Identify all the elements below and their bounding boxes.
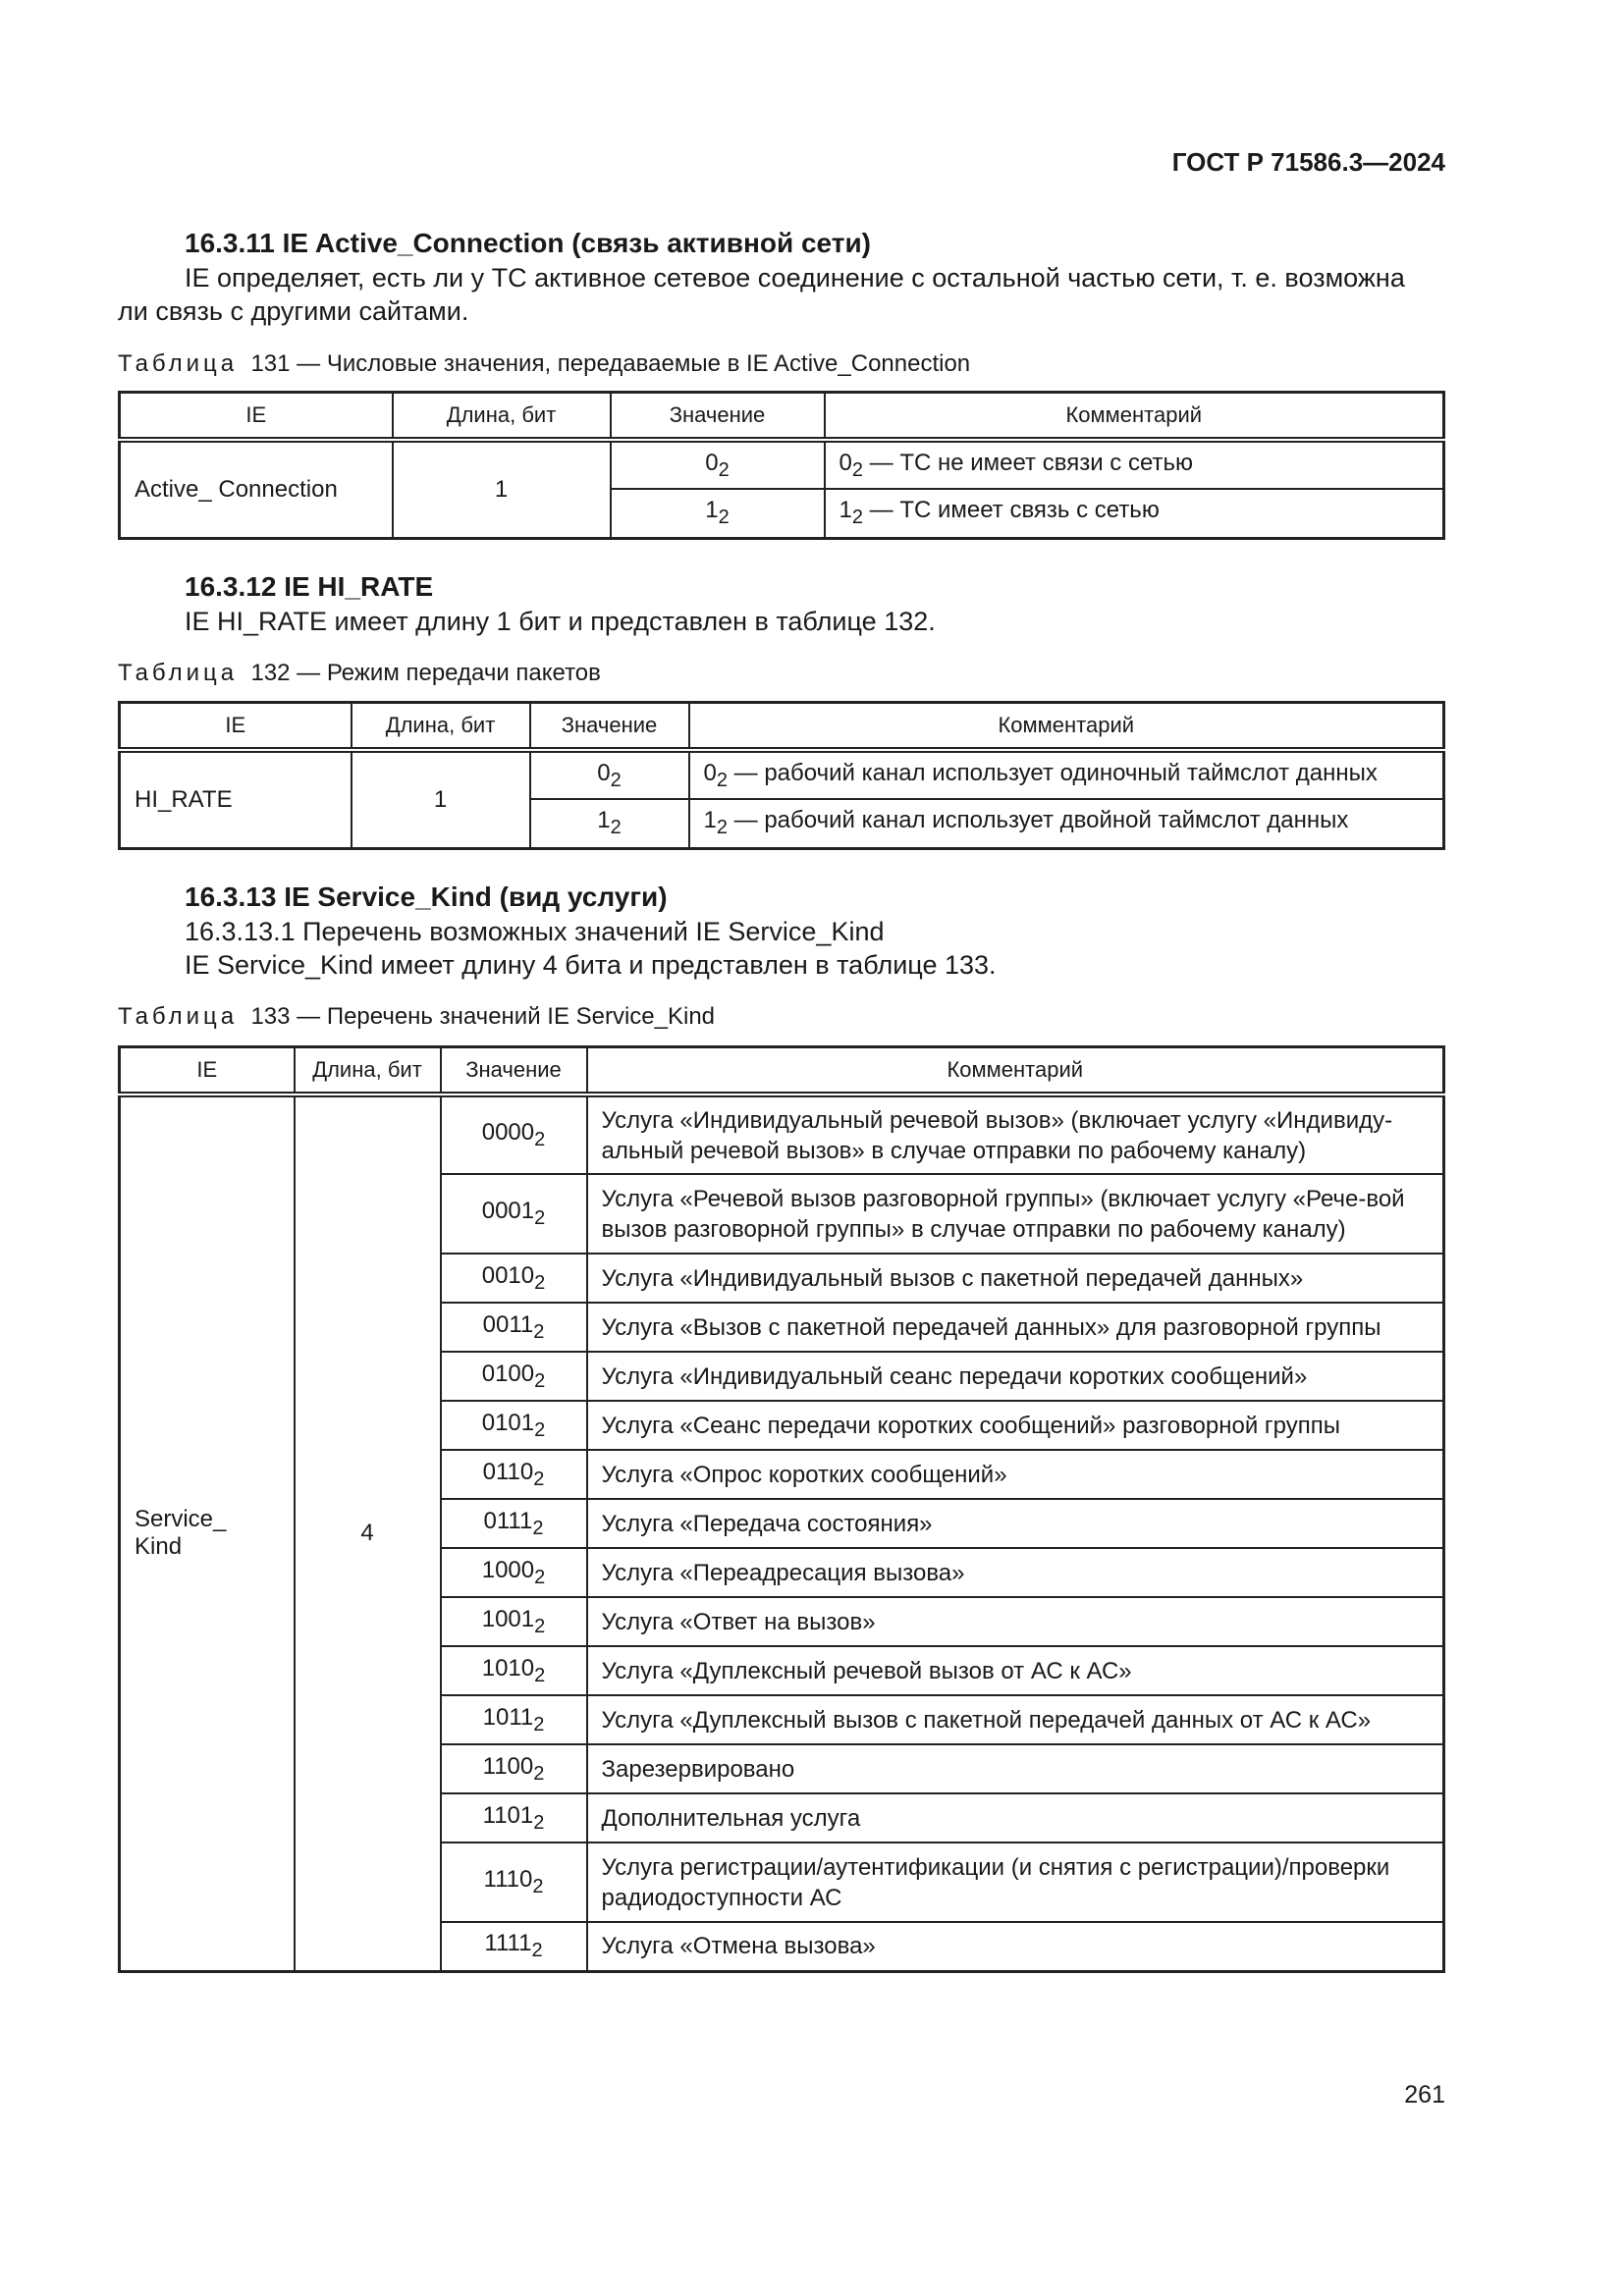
paragraph-line: IE Service_Kind имеет длину 4 бита и представлен в таблице 133. [185,950,997,980]
comment-cell: Услуга «Индивидуальный сеанс передачи коротких сообщений» [587,1352,1444,1401]
table-132-caption [118,660,601,687]
comment-cell: $0_2$ — рабочий канал использует одиночный таймслот данных [689,750,1444,799]
comment-cell: Услуга «Индивидуальный вызов с пакетной передачей данных» [587,1254,1444,1303]
paragraph-line: ли связь с другими сайтами. [118,296,469,326]
value-cell: $0010_2$ [441,1254,587,1303]
comment-cell: Услуга «Отмена вызова» [587,1922,1444,1971]
length-cell: 1 [352,750,530,848]
section-heading-active-connection: 16.3.11 IE Active_Connection (связь активной сети) [185,228,871,258]
value-cell: $1111_2$ [441,1922,587,1971]
comment-cell: Зарезервировано [587,1744,1444,1793]
value-cell: $1000_2$ [441,1548,587,1597]
value-cell: $0_2$ [611,440,825,489]
comment-cell: $1_2$ — ТС имеет связь с сетью [825,489,1444,538]
comment-cell: Услуга «Индивидуальный речевой вызов» (включает услугу «Индивиду-альный речевой вызов» в случае отправки по рабочему каналу) [587,1095,1444,1174]
section-heading-service-kind: 16.3.13 IE Service_Kind (вид услуги) [185,881,668,912]
standard-designation: ГОСТ Р 71586.3—2024 [1171,147,1445,177]
value-cell: $0101_2$ [441,1401,587,1450]
comment-cell: Услуга «Передача состояния» [587,1499,1444,1548]
caption-text: 131 — Числовые значения, передаваемые в IE Active_Connection [250,350,971,377]
value-cell: $0011_2$ [441,1303,587,1352]
value-cell: $0110_2$ [441,1450,587,1499]
comment-cell: Услуга «Речевой вызов разговорной группы» (включает услугу «Рече-вой вызов разговорной группы» в случае отправки по рабочему каналу) [587,1174,1444,1254]
column-header: IE [120,1047,295,1095]
column-header: IE [120,703,352,751]
comment-cell: Услуга регистрации/аутентификации (и снятия с регистрации)/проверки радиодоступности АС [587,1842,1444,1922]
table-row [120,440,1444,489]
value-cell: $0001_2$ [441,1174,587,1254]
value-cell: $1011_2$ [441,1695,587,1744]
value-cell: $0_2$ [530,750,689,799]
length-cell: 4 [295,1095,441,1971]
length-cell: 1 [393,440,611,538]
table-row [120,1095,1444,1174]
ie-cell: Service_ Kind [120,1095,295,1971]
comment-cell: Услуга «Сеанс передачи коротких сообщений» разговорной группы [587,1401,1444,1450]
value-cell: $1_2$ [611,489,825,538]
table-header-row [120,393,1444,441]
comment-cell: Услуга «Ответ на вызов» [587,1597,1444,1646]
value-cell: $1010_2$ [441,1646,587,1695]
caption-text: 133 — Перечень значений IE Service_Kind [250,1003,716,1030]
section-heading-hi-rate: 16.3.12 IE HI_RATE [185,571,434,602]
comment-cell: Дополнительная услуга [587,1793,1444,1842]
value-cell: $0000_2$ [441,1095,587,1174]
column-header: Длина, бит [295,1047,441,1095]
page-number: 261 [1404,2081,1445,2109]
comment-cell: $0_2$ — ТС не имеет связи с сетью [825,440,1444,489]
caption-word: Таблица [118,350,239,377]
table-133 [118,1045,1445,1973]
table-131 [118,391,1445,540]
comment-cell: Услуга «Переадресация вызова» [587,1548,1444,1597]
comment-cell: Услуга «Дуплексный речевой вызов от АС к АС» [587,1646,1444,1695]
comment-cell: Услуга «Опрос коротких сообщений» [587,1450,1444,1499]
value-cell: $0100_2$ [441,1352,587,1401]
column-header: Длина, бит [393,393,611,441]
paragraph-line: IE HI_RATE имеет длину 1 бит и представлен в таблице 132. [185,607,936,636]
caption-text: 132 — Режим передачи пакетов [250,660,601,686]
value-cell: $0111_2$ [441,1499,587,1548]
comment-cell: Услуга «Дуплексный вызов с пакетной передачей данных от АС к АС» [587,1695,1444,1744]
column-header: Значение [530,703,689,751]
caption-word: Таблица [118,1003,239,1030]
column-header: IE [120,393,393,441]
table-header-row [120,1047,1444,1095]
value-cell: $1110_2$ [441,1842,587,1922]
value-cell: $1100_2$ [441,1744,587,1793]
column-header: Комментарий [689,703,1444,751]
paragraph-line: 16.3.13.1 Перечень возможных значений IE Service_Kind [185,917,885,946]
column-header: Длина, бит [352,703,530,751]
table-132 [118,701,1445,850]
column-header: Комментарий [825,393,1444,441]
table-133-caption [118,1003,715,1031]
ie-cell: HI_RATE [120,750,352,848]
value-cell: $1_2$ [530,799,689,848]
caption-word: Таблица [118,660,239,686]
comment-cell: Услуга «Вызов с пакетной передачей данных» для разговорной группы [587,1303,1444,1352]
table-row [120,750,1444,799]
table-header-row [120,703,1444,751]
ie-cell: Active_ Connection [120,440,393,538]
table-131-caption [118,350,970,378]
column-header: Значение [611,393,825,441]
comment-cell: $1_2$ — рабочий канал использует двойной таймслот данных [689,799,1444,848]
column-header: Комментарий [587,1047,1444,1095]
paragraph-line: IE определяет, есть ли у ТС активное сетевое соединение с остальной частью сети, т. е. возможна [185,263,1405,293]
column-header: Значение [441,1047,587,1095]
value-cell: $1101_2$ [441,1793,587,1842]
value-cell: $1001_2$ [441,1597,587,1646]
